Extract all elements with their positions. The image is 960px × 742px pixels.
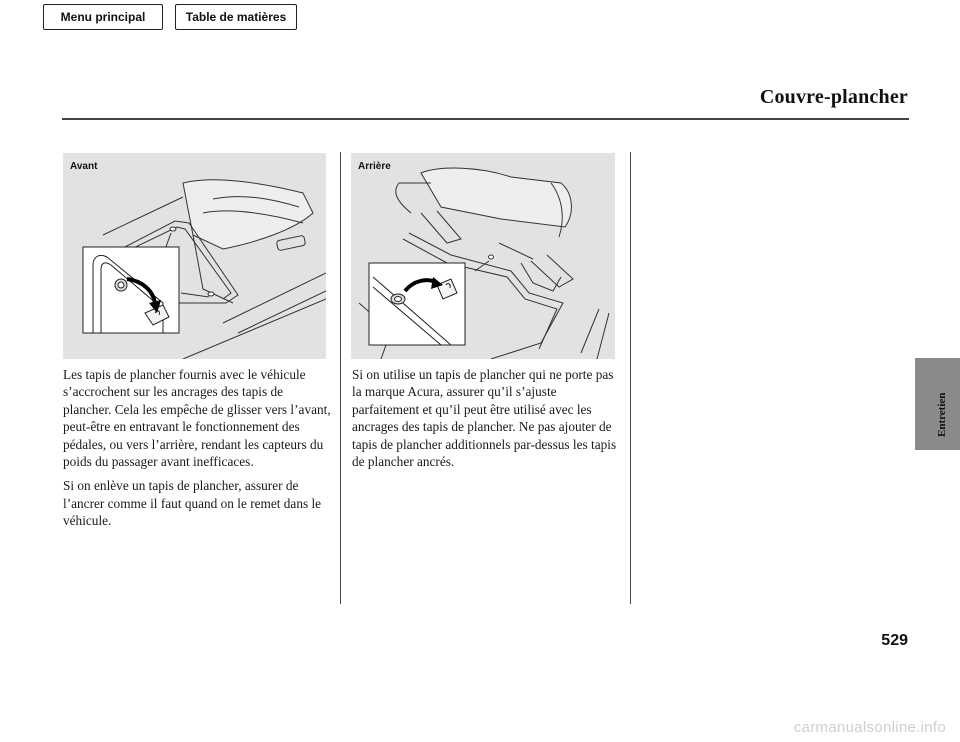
front-figure-label: Avant <box>70 161 98 172</box>
rear-mat-drawing <box>351 153 615 359</box>
page-number: 529 <box>881 632 908 649</box>
rear-figure-label: Arrière <box>358 161 391 172</box>
left-paragraph-1: Les tapis de plancher fournis avec le véhicule s’accrochent sur les ancrages des tapis de plancher. Cela les empêche de glisser vers l’avant, peut-être en entravant le fonctionnement des pédales, ou vers l’arrière, rendant les capteurs du poids du passager avant inefficaces. <box>63 367 331 470</box>
right-column-text <box>352 366 620 477</box>
right-paragraph-1: Si on utilise un tapis de plancher qui ne porte pas la marque Acura, assurer qu’il s’ajuste parfaitement et qu’il peut être utilisé avec les ancrages des tapis de plancher. Ne pas ajouter de tapis de plancher additionnels par-dessus les tapis de plancher ancrés. <box>352 367 617 470</box>
left-paragraph-2: Si on enlève un tapis de plancher, assurer de l’ancrer comme il faut quand on le remet dans le véhicule. <box>63 478 322 529</box>
section-side-label: Entretien <box>936 392 948 437</box>
rear-floor-mat-illustration <box>351 153 615 359</box>
table-of-contents-button[interactable]: Table de matières <box>175 4 297 30</box>
watermark: carmanualsonline.info <box>793 719 946 736</box>
page-title: Couvre-plancher <box>759 86 908 108</box>
front-mat-drawing <box>63 153 326 359</box>
left-column-text <box>63 366 331 537</box>
front-floor-mat-illustration <box>63 153 326 359</box>
title-divider <box>62 118 909 120</box>
column-divider-1 <box>340 152 341 604</box>
column-divider-2 <box>630 152 631 604</box>
main-menu-button[interactable]: Menu principal <box>43 4 163 30</box>
